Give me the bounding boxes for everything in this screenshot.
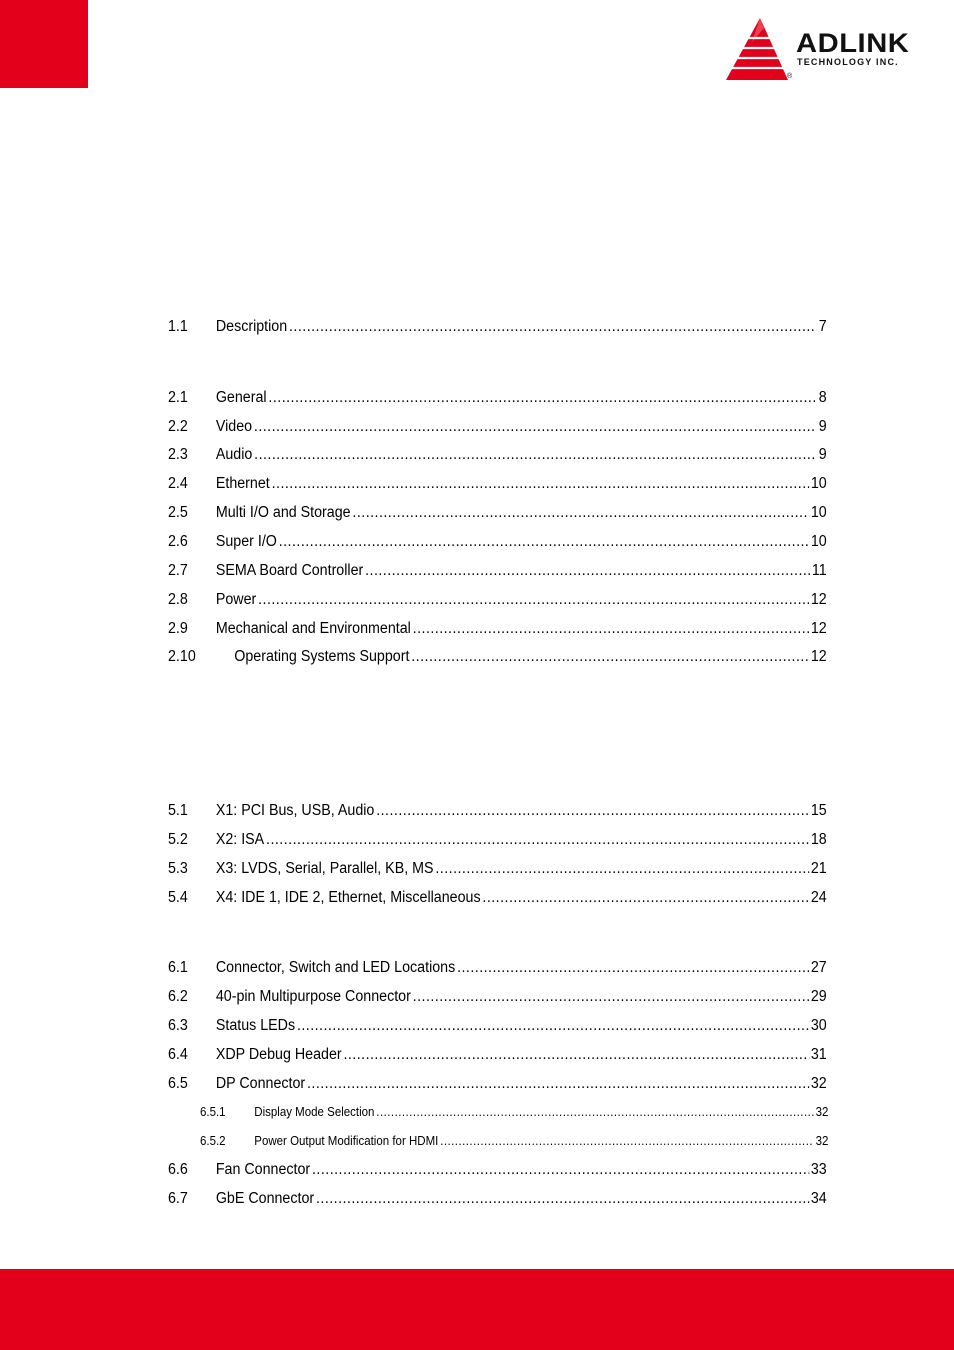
toc-entry[interactable] <box>168 1044 827 1066</box>
triangle-logo-icon <box>724 18 788 84</box>
toc-title: Display Mode Selection <box>254 1105 375 1119</box>
toc-number: 2.9 <box>168 620 188 637</box>
toc-title: Power <box>215 591 257 608</box>
toc-entry[interactable] <box>168 800 827 822</box>
toc-entry[interactable] <box>168 531 827 553</box>
toc-title: X1: PCI Bus, USB, Audio <box>215 802 375 819</box>
toc-entry[interactable] <box>168 502 827 524</box>
toc-entry[interactable] <box>168 986 827 1008</box>
toc-entry[interactable] <box>168 444 827 466</box>
logo-wordmark: ADLINK <box>796 28 910 58</box>
toc-title: Connector, Switch and LED Locations <box>215 959 456 976</box>
toc-page: 15 <box>810 802 827 819</box>
toc-number: 1.1 <box>168 318 188 335</box>
toc-entry[interactable] <box>168 387 827 409</box>
toc-number: 2.8 <box>168 591 188 608</box>
toc-entry[interactable] <box>168 646 827 668</box>
toc-page: 12 <box>810 620 827 637</box>
toc-leader <box>279 531 809 553</box>
toc-leader <box>289 316 817 338</box>
toc-title: Fan Connector <box>215 1161 311 1178</box>
toc-page: 11 <box>811 562 827 579</box>
toc-page: 10 <box>810 475 827 492</box>
toc-page: 7 <box>818 318 827 335</box>
toc-page: 34 <box>810 1190 827 1207</box>
toc-page: 31 <box>810 1046 827 1063</box>
toc-title: Description <box>215 318 288 335</box>
toc-page: 18 <box>810 831 827 848</box>
red-corner-block <box>0 0 88 88</box>
toc-leader <box>297 1015 809 1037</box>
toc-number: 6.5.1 <box>200 1105 226 1119</box>
toc-leader <box>365 560 810 582</box>
toc-page: 9 <box>818 446 827 463</box>
toc-number: 5.1 <box>168 802 188 819</box>
toc-number: 2.1 <box>168 389 188 406</box>
toc-number: 6.1 <box>168 959 188 976</box>
toc-title: Power Output Modification for HDMI <box>254 1134 439 1148</box>
adlink-logo <box>724 18 936 84</box>
toc-title: Video <box>215 418 253 435</box>
toc-number: 6.5.2 <box>200 1134 226 1148</box>
toc-number: 6.6 <box>168 1161 188 1178</box>
toc-number: 6.3 <box>168 1017 188 1034</box>
toc-title: SEMA Board Controller <box>215 562 364 579</box>
toc-number: 6.4 <box>168 1046 188 1063</box>
toc-title: Super I/O <box>215 533 277 550</box>
toc-leader <box>316 1188 809 1210</box>
toc-entry[interactable] <box>168 957 827 979</box>
toc-title: Operating Systems Support <box>234 648 410 665</box>
logo-tagline: TECHNOLOGY INC. <box>797 57 899 67</box>
toc-number: 6.2 <box>168 988 188 1005</box>
toc-leader <box>482 887 809 909</box>
toc-entry[interactable] <box>168 618 827 640</box>
toc-number: 2.7 <box>168 562 188 579</box>
toc-number: 2.10 <box>168 648 196 665</box>
toc-leader <box>254 416 817 438</box>
toc-leader <box>376 800 809 822</box>
toc-leader <box>352 502 809 524</box>
toc-leader <box>457 957 809 979</box>
toc-page: 32 <box>815 1134 829 1148</box>
toc-entry[interactable] <box>168 858 827 880</box>
registered-mark: ® <box>787 73 793 80</box>
toc-entry[interactable] <box>168 1073 827 1095</box>
toc-leader <box>268 387 817 409</box>
toc-number: 5.3 <box>168 860 188 877</box>
toc-title: DP Connector <box>215 1075 306 1092</box>
toc-title: X2: ISA <box>215 831 265 848</box>
toc-leader <box>413 618 809 640</box>
toc-page: 9 <box>818 418 827 435</box>
toc-entry[interactable] <box>168 829 827 851</box>
toc-title: Mechanical and Environmental <box>215 620 411 637</box>
toc-leader <box>266 829 809 851</box>
toc-page: 12 <box>810 648 827 665</box>
toc-entry[interactable] <box>168 887 827 909</box>
toc-page: 29 <box>810 988 827 1005</box>
toc-number: 2.3 <box>168 446 188 463</box>
toc-entry[interactable] <box>168 416 827 438</box>
toc-entry[interactable] <box>168 589 827 611</box>
toc-number: 5.2 <box>168 831 188 848</box>
toc-number: 2.4 <box>168 475 188 492</box>
toc-leader <box>435 858 809 880</box>
toc-page: 30 <box>810 1017 827 1034</box>
toc-leader <box>258 589 809 611</box>
toc-page: 32 <box>815 1105 829 1119</box>
toc-number: 2.6 <box>168 533 188 550</box>
toc-title: General <box>215 389 267 406</box>
toc-title: X4: IDE 1, IDE 2, Ethernet, Miscellaneous <box>215 889 481 906</box>
toc-title: GbE Connector <box>215 1190 315 1207</box>
toc-leader <box>254 444 817 466</box>
toc-title: X3: LVDS, Serial, Parallel, KB, MS <box>215 860 434 877</box>
toc-subentry[interactable] <box>200 1101 828 1123</box>
toc-page: 27 <box>810 959 827 976</box>
toc-page: 33 <box>810 1161 827 1178</box>
toc-page: 12 <box>810 591 827 608</box>
toc-page: 10 <box>810 504 827 521</box>
toc-leader <box>272 473 809 495</box>
toc-number: 5.4 <box>168 889 188 906</box>
toc-entry[interactable] <box>168 316 827 338</box>
toc-page: 21 <box>810 860 827 877</box>
red-footer-bar <box>0 1269 954 1350</box>
toc-page: 24 <box>810 889 827 906</box>
toc-entry[interactable] <box>168 1159 827 1181</box>
toc-entry[interactable] <box>168 1188 827 1210</box>
toc-page: 10 <box>810 533 827 550</box>
toc-title: Audio <box>215 446 253 463</box>
toc-page: 8 <box>818 389 827 406</box>
toc-title: 40-pin Multipurpose Connector <box>215 988 411 1005</box>
toc-title: Multi I/O and Storage <box>215 504 351 521</box>
toc-number: 6.5 <box>168 1075 188 1092</box>
toc-title: XDP Debug Header <box>215 1046 342 1063</box>
toc-leader <box>307 1073 809 1095</box>
toc-leader <box>413 986 809 1008</box>
toc-subentry[interactable] <box>200 1130 828 1152</box>
toc-number: 2.5 <box>168 504 188 521</box>
toc-leader <box>440 1130 814 1152</box>
toc-page: 32 <box>810 1075 827 1092</box>
toc-number: 6.7 <box>168 1190 188 1207</box>
toc-title: Ethernet <box>215 475 270 492</box>
toc-entry[interactable] <box>168 560 827 582</box>
toc-leader <box>343 1044 809 1066</box>
toc-number: 2.2 <box>168 418 188 435</box>
toc-leader <box>376 1101 813 1123</box>
toc-title: Status LEDs <box>215 1017 296 1034</box>
toc-entry[interactable] <box>168 473 827 495</box>
toc-leader <box>411 646 809 668</box>
toc-leader <box>312 1159 809 1181</box>
toc-entry[interactable] <box>168 1015 827 1037</box>
